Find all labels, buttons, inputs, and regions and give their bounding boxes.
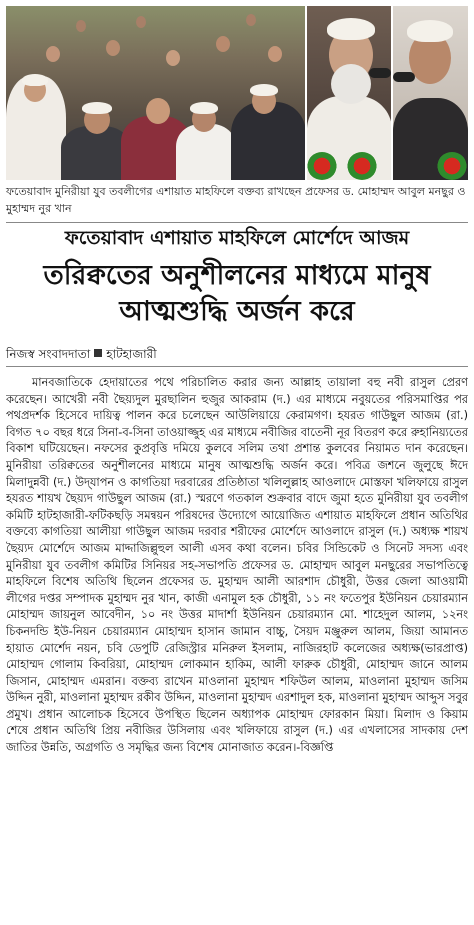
person-head <box>216 36 230 52</box>
byline-location: হাটহাজারী <box>106 347 157 361</box>
news-photo <box>6 6 468 180</box>
flower-bouquet <box>307 152 337 180</box>
byline <box>6 345 468 363</box>
article-headline: তরিক্বতের অনুশীলনের মাধ্যমে মানুষ আত্মশুদ্ধি অর্জন করে <box>43 260 431 327</box>
byline-reporter: নিজস্ব সংবাদদাতা <box>6 347 91 361</box>
article-kicker: ফতেয়াবাদ এশায়াত মাহফিলে মোর্শেদে আজম <box>64 227 410 249</box>
person-head <box>246 14 256 26</box>
person-cap <box>250 84 278 96</box>
flower-bouquet <box>347 152 377 180</box>
speaker-photo-1 <box>307 6 392 180</box>
person-head <box>76 20 86 32</box>
person-cap <box>22 74 48 86</box>
speaker-photo-2 <box>393 6 468 180</box>
person-shape <box>176 124 236 180</box>
person-cap <box>327 18 375 40</box>
person-head <box>268 46 282 62</box>
person-cap <box>82 102 112 114</box>
article-body: মানবজাতিকে হেদায়াতের পথে পরিচালিত করার জন্য আল্লাহ তায়ালা বহু নবী রাসুল প্রেরণ করেছেন। আখেরী নবী ছৈয়্যদুল মুরছালিন হুজুর আকরাম (দ.) এর মাধ্যমে নবুয়তের পরিসমাপ্তির পর পথপ্রদর্শক হিসেবে দায়িত্ব পালন করে চলেছেন আউলিয়ায়ে কেরামগণ। হযরত গাউছুল আজম (রা.) বিগত ৭০ বছর ধরে সিনা-ব-সিনা তাওয়াজ্জুহ এর মাধ্যমে নবীজির বাতেনী নূর বিতরণ করে রুহানিয়্যতের বিকাশ ঘটিয়েছেন। নফসের কুপ্রবৃত্তি দমিয়ে কুলবে সলিম তথা প্রশান্ত কুলবের নিয়ামত দান করেছেন। মুনিরীয়া তরিক্বতের অনুশীলনের মাধ্যমে মানুষ আত্মশুদ্ধি অর্জন করে। পবিত্র জশনে জুলুছে ঈদে মিলাদুন্নবী (দ.) উদ্‌যাপন ও কাগতিয়া দরবারের প্রতিষ্ঠাতা খলিলুল্লাহ আওলাদে মোস্তফা খলিফায়ে রাসুল হযরত শায়খ ছৈয়্যদ গাউছুল আজম (রা.) স্মরণে গতকাল শুক্রবার বাদে জুমা হতে মুনিরীয়া যুব তবলীগ কমিটি হাটহাজারী-ফটিকছড়ি সমন্বয়ন পরিষদের উদ্যোগে আয়োজিত এশায়াত মাহফিলে প্রধান অতিথির বক্তব্যে কাগতিয়া আলীয়া গাউছুল আজম দরবার শরীফের মোর্শেদে আওলাদে রাসুল (দ.) অধ্যক্ষ শায়খ ছৈয়্যদ মোর্শেদে আজম মাদ্দাজিল্লুহুল আলী এসব কথা বলেন। চবির সিন্ডিকেট ও সিনেট সদস্য এবং মুনিরীয়া যুব তবলীগ কমিটির সিনিয়র সহ-সভাপতি প্রফেসর ড. মোহাম্মদ আবুল মনছুরের সভাপতিত্বে মাহফিলে বিশেষ অতিথি ছিলেন প্রফেসর ড. মুহাম্মদ আলী আরশাদ চৌধুরী, উত্তর জেলা আওয়ামী লীগের দপ্তর সম্পাদক মুহাম্মদ নুর খান, কাজী এনামুল হক চৌধুরী, ১১ নং ফতেপুর ইউনিয়ন চেয়ারম্যান মোহাম্মদ জায়নুল আবেদীন, ১০ নং উত্তর মাদার্শা ইউনিয়ন চেয়ারম্যান মো. শাহেদুল আলম, ১২নং চিকনদন্ডি ইউ-নিয়ন চেয়ারম্যান মোহাম্মদ হাসান জামান বাচ্চু, সৈয়দ মঞ্জুরুল আলম, জিয়া আমানত হায়াত মোর্শেদ নয়ন, চবি ডেপুটি রেজিস্ট্রার মনিরুল ইসলাম, নাজিরহাট কলেজের অধ্যক্ষ(ভারপ্রাপ্ত) মোহাম্মদ গোলাম কিবরিয়া, মোহাম্মদ লোকমান হাকিম, আলী ফারুক চৌধুরী, মোহাম্মদ জানে আলম জিসান, মোহাম্মদ এমরান। বক্তব্য রাখেন মাওলানা মুহাম্মদ শফিউল আলম, মাওলানা মুহাম্মদ জসিম উদ্দিন নুরী, মাওলানা মুহাম্মদ রকীব উদ্দিন, মাওলানা মুহাম্মদ এরশাদুল হক, মাওলানা মুহাম্মদ আব্দুস সবুর প্রমুখ। প্রধান আলোচক হিসেবে উপস্থিত ছিলেন অধ্যাপক মোহাম্মদ ফোরকান মিয়া। মিলাদ ও কিয়াম শেষে প্রধান অতিথি প্রিয় নবীজির উসিলায় এবং খলিফায়ে রাসুল (দ.) এর এখলাসের সাদকায় দেশ জাতির উন্নতি, অগ্রগতি ও সমৃদ্ধির জন্য বিশেষ মোনাজাত করেন।-বিজ্ঞপ্তি <box>6 376 468 755</box>
beard-shape <box>331 64 371 104</box>
person-head <box>136 16 146 28</box>
microphone <box>369 68 391 78</box>
divider <box>6 222 468 223</box>
person-head <box>46 46 60 62</box>
microphone <box>393 72 415 82</box>
person-head <box>146 98 170 124</box>
square-bullet-icon <box>94 349 102 357</box>
divider <box>6 366 468 367</box>
person-cap <box>190 102 218 114</box>
photo-caption: ফতেয়াবাদ মুনিরীয়া যুব তবলীগের এশায়াত মাহফিলে বক্তব্য রাখছেন প্রফেসর ড. মোহাম্মদ আবুল মনছুর ও মুহাম্মদ নুর খান <box>6 185 466 215</box>
person-shape <box>231 102 305 180</box>
audience-photo <box>6 6 305 180</box>
person-cap <box>407 20 453 42</box>
person-head <box>106 40 120 56</box>
person-head <box>166 50 180 66</box>
